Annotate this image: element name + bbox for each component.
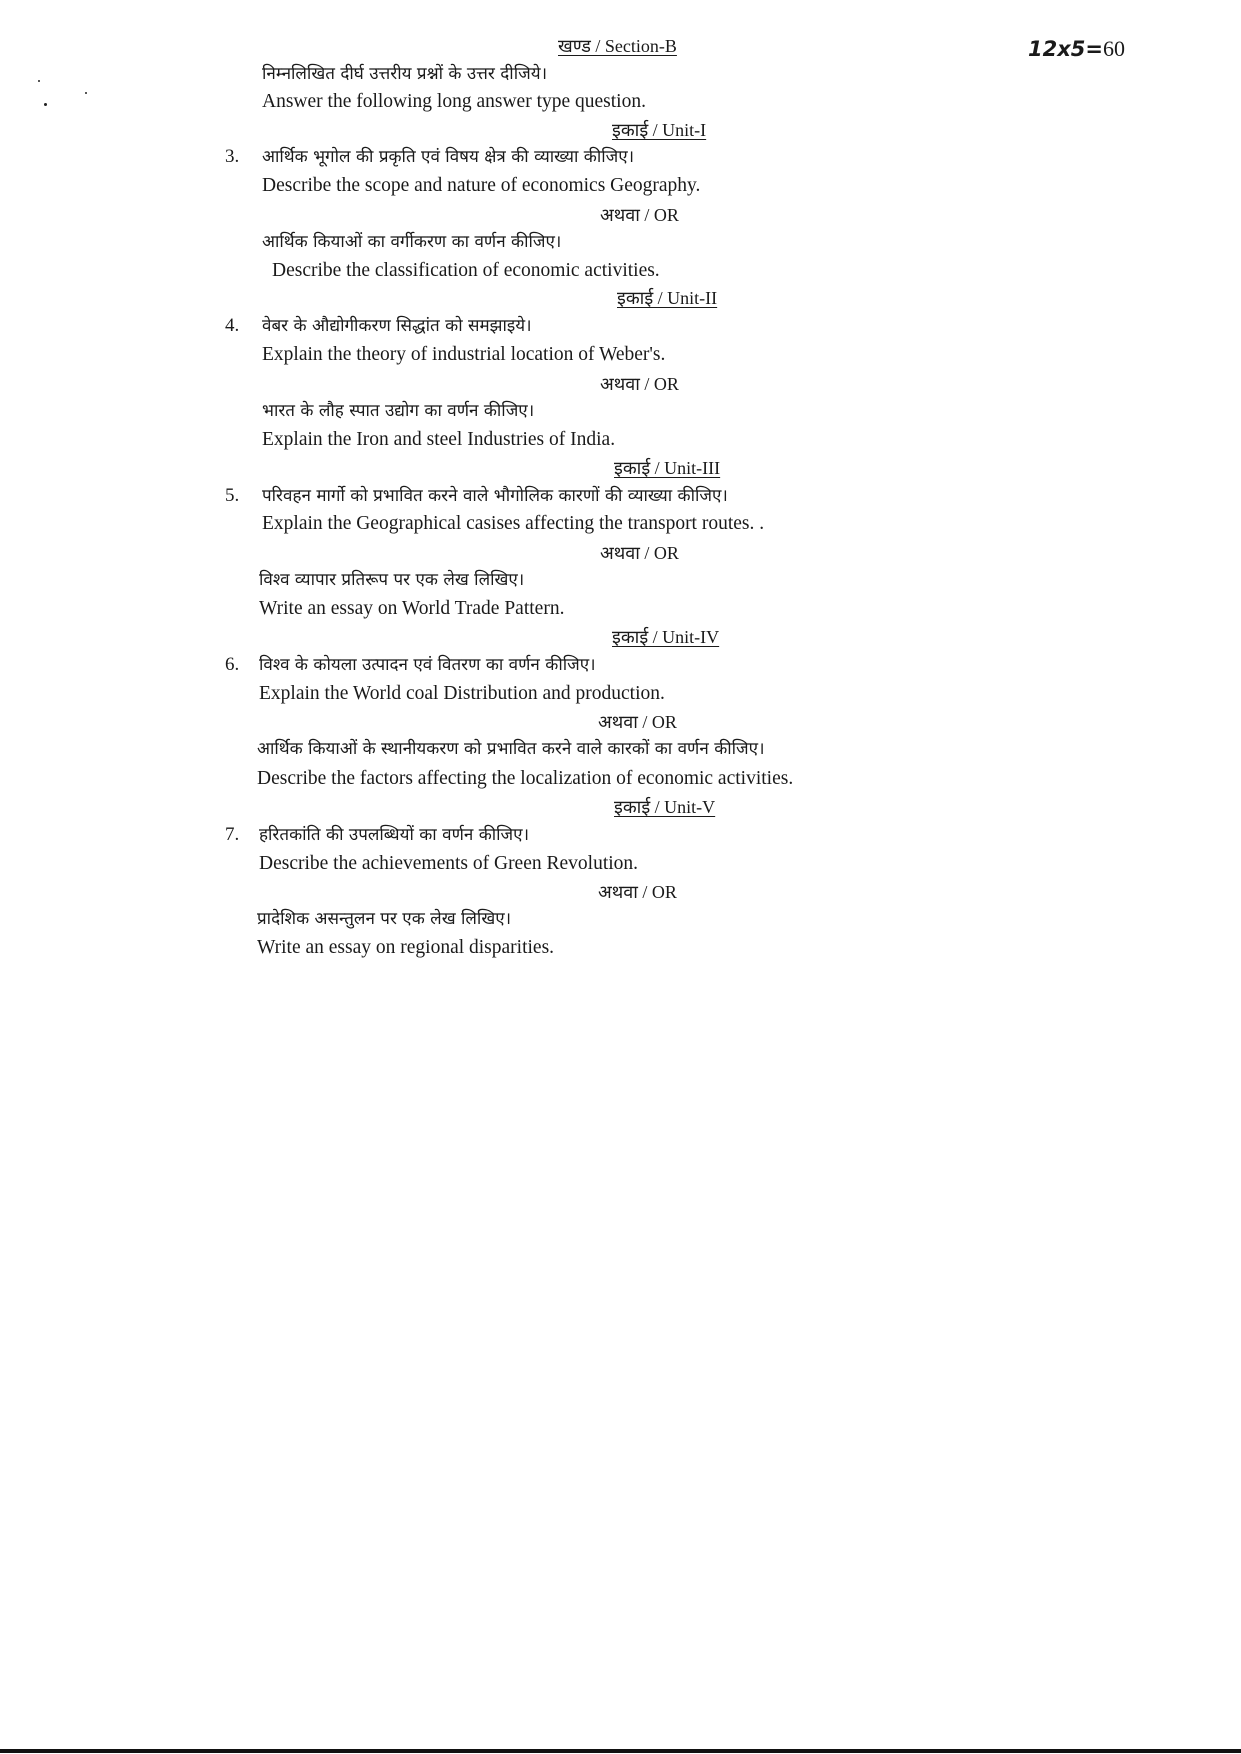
alternate-question-hindi: विश्व व्यापार प्रतिरूप पर एक लेख लिखिए।: [259, 570, 525, 590]
alternate-question-hindi: आर्थिक कियाओं के स्थानीयकरण को प्रभावित करने वाले कारकों का वर्णन कीजिए।: [257, 739, 765, 759]
unit-heading: इकाई / Unit-IV: [612, 627, 720, 647]
question-hindi: हरितकांति की उपलब्धियों का वर्णन कीजिए।: [259, 825, 530, 845]
scan-speck: [44, 103, 47, 106]
scan-speck: [38, 80, 40, 82]
question-hindi: परिवहन मार्गो को प्रभावित करने वाले भौगोलिक कारणों की व्याख्या कीजिए।: [262, 486, 728, 506]
alternate-question-english: Explain the Iron and steel Industries of India.: [262, 429, 616, 450]
alternate-question-english: Write an essay on regional disparities.: [257, 937, 555, 958]
question-english: Describe the scope and nature of economics Geography.: [262, 175, 701, 196]
question-english: Explain the Geographical casises affecting the transport routes. .: [262, 513, 765, 534]
question-number: 4.: [225, 315, 240, 336]
unit-heading: इकाई / Unit-V: [614, 797, 716, 817]
marks-scheme: [1028, 36, 1125, 62]
or-label: अथवा / OR: [600, 205, 679, 225]
marks-total: 60: [1102, 36, 1125, 61]
question-number: 7.: [225, 824, 240, 845]
question-number: 6.: [225, 654, 240, 675]
question-number: 5.: [225, 485, 240, 506]
alternate-question-english: Describe the classification of economic activities.: [272, 260, 660, 281]
question-english: Explain the World coal Distribution and production.: [259, 683, 665, 704]
scan-speck: [85, 92, 87, 94]
alternate-question-hindi: प्रादेशिक असन्तुलन पर एक लेख लिखिए।: [257, 909, 512, 929]
unit-heading: इकाई / Unit-III: [614, 458, 721, 478]
question-english: Describe the achievements of Green Revolution.: [259, 853, 639, 874]
question-hindi: विश्व के कोयला उत्पादन एवं वितरण का वर्णन कीजिए।: [259, 655, 596, 675]
alternate-question-english: Describe the factors affecting the localization of economic activities.: [257, 768, 794, 789]
or-label: अथवा / OR: [598, 882, 677, 902]
question-hindi: वेबर के औद्योगीकरण सिद्धांत को समझाइये।: [262, 316, 532, 336]
instruction-hindi: निम्नलिखित दीर्घ उत्तरीय प्रश्नों के उत्तर दीजिये।: [262, 64, 548, 84]
unit-heading: इकाई / Unit-I: [612, 120, 707, 140]
section-title: खण्ड / Section-B: [558, 36, 677, 56]
instruction-english: Answer the following long answer type question.: [262, 91, 646, 112]
question-english: Explain the theory of industrial location of Weber's.: [262, 344, 666, 365]
scan-bottom-edge: [0, 1749, 1241, 1753]
marks-handwritten: 12x5=: [1028, 37, 1103, 61]
unit-heading: इकाई / Unit-II: [617, 288, 718, 308]
question-number: 3.: [225, 146, 240, 167]
or-label: अथवा / OR: [600, 543, 679, 563]
alternate-question-hindi: भारत के लौह स्पात उद्योग का वर्णन कीजिए।: [262, 401, 535, 421]
or-label: अथवा / OR: [600, 374, 679, 394]
alternate-question-hindi: आर्थिक कियाओं का वर्गीकरण का वर्णन कीजिए।: [262, 232, 562, 252]
or-label: अथवा / OR: [598, 712, 677, 732]
alternate-question-english: Write an essay on World Trade Pattern.: [259, 598, 565, 619]
question-hindi: आर्थिक भूगोल की प्रकृति एवं विषय क्षेत्र की व्याख्या कीजिए।: [262, 147, 635, 167]
